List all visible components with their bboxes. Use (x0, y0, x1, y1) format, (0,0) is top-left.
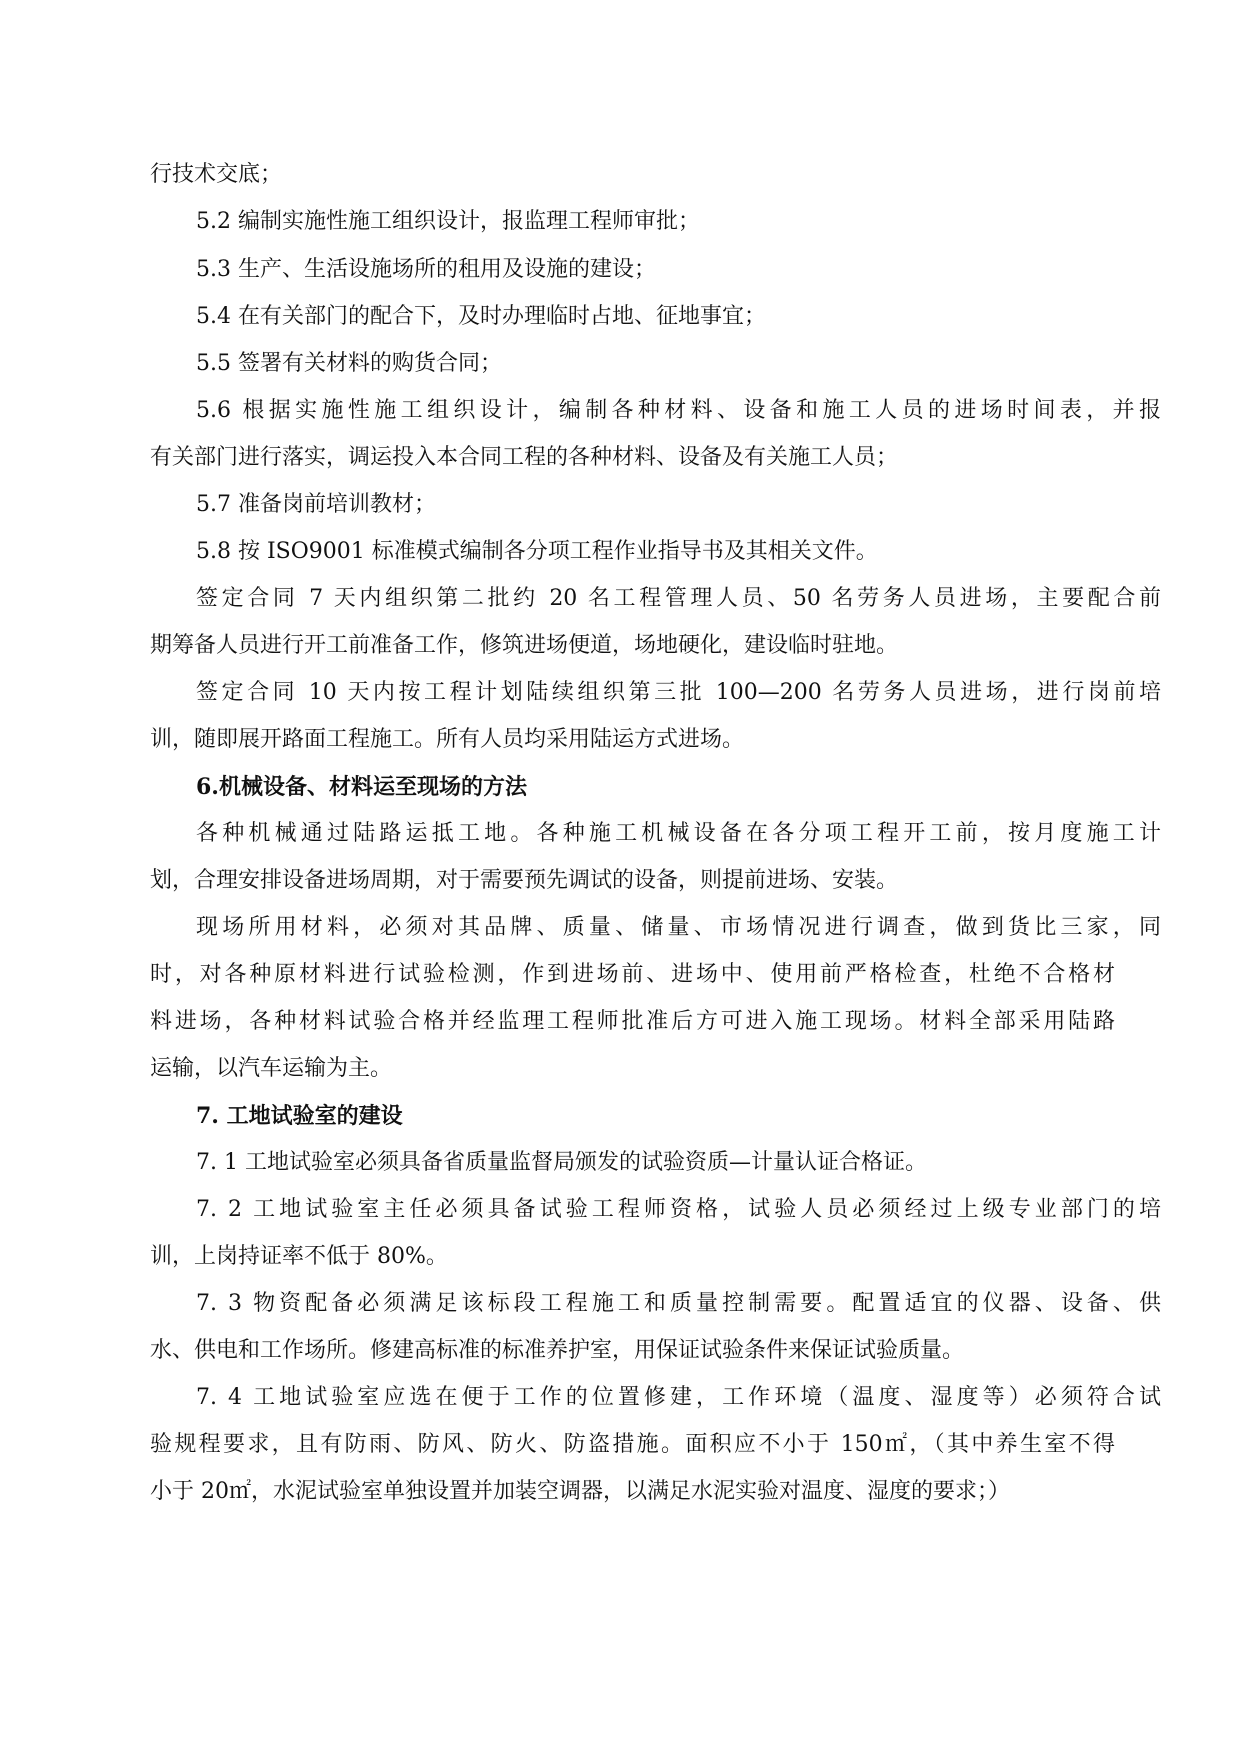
list-item-7-4-cont-2: 小于 20㎡，水泥试验室单独设置并加装空调器，以满足水泥实验对温度、湿度的要求；） (150, 1479, 1010, 1504)
list-item-5-7: 5.7 准备岗前培训教材； (196, 492, 436, 517)
paragraph-materials-cont-2: 料进场，各种材料试验合格并经监理工程师批准后方可进入施工现场。材料全部采用陆路 (150, 1009, 1115, 1034)
list-item-7-1: 7. 1 工地试验室必须具备省质量监督局颁发的试验资质—计量认证合格证。 (196, 1150, 927, 1175)
list-item-5-4: 5.4 在有关部门的配合下，及时办理临时占地、征地事宜； (196, 304, 766, 329)
list-item-7-2-cont: 训，上岗持证率不低于 80%。 (150, 1244, 448, 1269)
paragraph-third-batch-cont: 训，随即展开路面工程施工。所有人员均采用陆运方式进场。 (150, 727, 745, 752)
paragraph-third-batch: 签定合同 10 天内按工程计划陆续组织第三批 100—200 名劳务人员进场，进行岗前培 (196, 680, 1161, 705)
list-item-7-4: 7. 4 工地试验室应选在便于工作的位置修建，工作环境（温度、湿度等）必须符合试 (196, 1385, 1161, 1410)
paragraph-machinery-cont: 划，合理安排设备进场周期，对于需要预先调试的设备，则提前进场、安装。 (150, 868, 899, 893)
paragraph-second-batch: 签定合同 7 天内组织第二批约 20 名工程管理人员、50 名劳务人员进场，主要配合前 (196, 586, 1161, 611)
list-item-5-6-cont: 有关部门进行落实，调运投入本合同工程的各种材料、设备及有关施工人员； (150, 445, 899, 470)
list-item-7-3: 7. 3 物资配备必须满足该标段工程施工和质量控制需要。配置适宜的仪器、设备、供 (196, 1291, 1161, 1316)
list-item-7-2: 7. 2 工地试验室主任必须具备试验工程师资格，试验人员必须经过上级专业部门的培 (196, 1197, 1161, 1222)
section-heading-7: 7. 工地试验室的建设 (196, 1103, 403, 1129)
paragraph-machinery: 各种机械通过陆路运抵工地。各种施工机械设备在各分项工程开工前，按月度施工计 (196, 821, 1161, 846)
list-item-7-3-cont: 水、供电和工作场所。修建高标准的标准养护室，用保证试验条件来保证试验质量。 (150, 1338, 965, 1363)
paragraph-materials-cont-3: 运输，以汽车运输为主。 (150, 1056, 393, 1081)
paragraph-materials: 现场所用材料，必须对其品牌、质量、储量、市场情况进行调查，做到货比三家，同 (196, 915, 1161, 940)
list-item-5-2: 5.2 编制实施性施工组织设计，报监理工程师审批； (196, 209, 700, 234)
text-line-continuation: 行技术交底； (150, 162, 283, 187)
paragraph-second-batch-cont: 期筹备人员进行开工前准备工作，修筑进场便道，场地硬化，建设临时驻地。 (150, 633, 899, 658)
list-item-5-3: 5.3 生产、生活设施场所的租用及设施的建设； (196, 257, 656, 282)
list-item-5-6: 5.6 根据实施性施工组织设计，编制各种材料、设备和施工人员的进场时间表，并报 (196, 398, 1161, 423)
paragraph-materials-cont-1: 时，对各种原材料进行试验检测，作到进场前、进场中、使用前严格检查，杜绝不合格材 (150, 962, 1115, 987)
section-heading-6: 6.机械设备、材料运至现场的方法 (196, 774, 527, 800)
list-item-5-5: 5.5 签署有关材料的购货合同； (196, 351, 502, 376)
list-item-5-8: 5.8 按 ISO9001 标准模式编制各分项工程作业指导书及其相关文件。 (196, 539, 878, 564)
list-item-7-4-cont-1: 验规程要求，且有防雨、防风、防火、防盗措施。面积应不小于 150㎡，（其中养生室不得 (150, 1432, 1115, 1457)
